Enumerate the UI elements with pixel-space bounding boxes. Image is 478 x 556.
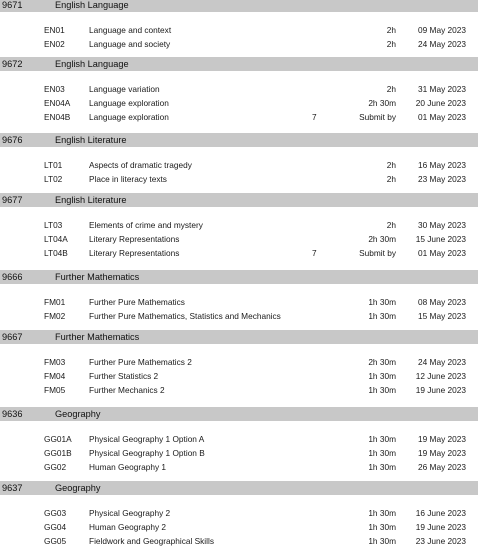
group-code: 9637 (2, 483, 23, 493)
component-code: GG01A (44, 434, 72, 444)
table-row (0, 233, 478, 245)
table-row (0, 24, 478, 36)
group-header (0, 481, 478, 495)
table-row (0, 159, 478, 171)
table-row (0, 356, 478, 368)
component-code: FM05 (44, 385, 66, 395)
component-title: Place in literacy texts (89, 174, 167, 184)
specification-group (0, 330, 478, 395)
component-duration: 1h 30m (368, 462, 396, 472)
component-code: LT01 (44, 160, 63, 170)
component-date: 20 June 2023 (415, 98, 466, 108)
component-title: Language exploration (89, 112, 169, 122)
table-row (0, 97, 478, 109)
group-header (0, 57, 478, 71)
component-title: Further Statistics 2 (89, 371, 159, 381)
component-title: Literary Representations (89, 248, 180, 258)
component-code: FM02 (44, 311, 66, 321)
table-row (0, 296, 478, 308)
component-code: GG05 (44, 536, 67, 546)
component-date: 09 May 2023 (418, 25, 466, 35)
component-date: 24 May 2023 (418, 357, 466, 367)
group-header (0, 0, 478, 12)
component-code: LT04B (44, 248, 68, 258)
table-row (0, 83, 478, 95)
table-row (0, 384, 478, 396)
group-title: Geography (55, 483, 101, 493)
component-title: Language and context (89, 25, 172, 35)
table-row (0, 219, 478, 231)
component-code: FM03 (44, 357, 66, 367)
component-title: Aspects of dramatic tragedy (89, 160, 192, 170)
group-header (0, 330, 478, 344)
component-code: GG03 (44, 508, 67, 518)
component-duration: 1h 30m (368, 385, 396, 395)
component-title: Literary Representations (89, 234, 180, 244)
component-duration: 2h (386, 39, 396, 49)
component-date: 01 May 2023 (418, 112, 466, 122)
group-title: Further Mathematics (55, 272, 140, 282)
table-row (0, 310, 478, 322)
component-date: 08 May 2023 (418, 297, 466, 307)
specification-group (0, 193, 478, 258)
component-title: Human Geography 2 (89, 522, 167, 532)
table-row (0, 38, 478, 50)
component-code: LT02 (44, 174, 63, 184)
component-date: 31 May 2023 (418, 84, 466, 94)
group-code: 9671 (2, 0, 23, 10)
group-title: English Literature (55, 195, 127, 205)
group-title: English Language (55, 0, 129, 10)
component-duration: 1h 30m (368, 434, 396, 444)
table-row (0, 173, 478, 185)
group-header (0, 407, 478, 421)
component-duration: 1h 30m (368, 311, 396, 321)
group-code: 9676 (2, 135, 23, 145)
component-date: 19 June 2023 (415, 522, 466, 532)
component-code: GG02 (44, 462, 67, 472)
component-code: EN02 (44, 39, 65, 49)
group-title: Further Mathematics (55, 332, 140, 342)
component-note: 7 (312, 248, 317, 258)
component-duration: 1h 30m (368, 371, 396, 381)
component-code: FM04 (44, 371, 66, 381)
component-duration: 2h 30m (368, 234, 396, 244)
component-title: Physical Geography 2 (89, 508, 171, 518)
component-code: GG04 (44, 522, 67, 532)
component-title: Further Pure Mathematics, Statistics and Mechanics (89, 311, 281, 321)
component-date: 19 June 2023 (415, 385, 466, 395)
component-duration: 2h (386, 174, 396, 184)
specification-group (0, 133, 478, 184)
group-code: 9672 (2, 59, 23, 69)
group-code: 9636 (2, 409, 23, 419)
component-duration: 1h 30m (368, 448, 396, 458)
component-title: Human Geography 1 (89, 462, 167, 472)
component-date: 19 May 2023 (418, 448, 466, 458)
component-date: 15 June 2023 (415, 234, 466, 244)
component-duration: 2h (386, 160, 396, 170)
table-row (0, 461, 478, 473)
component-title: Further Pure Mathematics (89, 297, 185, 307)
component-duration: 2h 30m (368, 98, 396, 108)
component-title: Elements of crime and mystery (89, 220, 203, 230)
component-date: 30 May 2023 (418, 220, 466, 230)
component-title: Further Mechanics 2 (89, 385, 165, 395)
component-title: Language exploration (89, 98, 169, 108)
component-duration: 2h 30m (368, 357, 396, 367)
component-date: 23 May 2023 (418, 174, 466, 184)
group-header (0, 270, 478, 284)
component-title: Fieldwork and Geographical Skills (89, 536, 214, 546)
component-date: 26 May 2023 (418, 462, 466, 472)
component-duration: 1h 30m (368, 297, 396, 307)
component-duration: Submit by (359, 112, 396, 122)
table-row (0, 507, 478, 519)
component-title: Physical Geography 1 Option A (89, 434, 205, 444)
component-code: EN04A (44, 98, 71, 108)
component-duration: 2h (386, 84, 396, 94)
table-row (0, 521, 478, 533)
component-code: FM01 (44, 297, 66, 307)
component-date: 19 May 2023 (418, 434, 466, 444)
component-date: 15 May 2023 (418, 311, 466, 321)
component-code: EN01 (44, 25, 65, 35)
component-date: 24 May 2023 (418, 39, 466, 49)
specification-group (0, 57, 478, 122)
component-date: 16 May 2023 (418, 160, 466, 170)
component-duration: 2h (386, 25, 396, 35)
group-header (0, 133, 478, 147)
specification-group (0, 0, 478, 49)
component-duration: 1h 30m (368, 522, 396, 532)
component-title: Language and society (89, 39, 171, 49)
group-header (0, 193, 478, 207)
component-date: 01 May 2023 (418, 248, 466, 258)
component-duration: 1h 30m (368, 508, 396, 518)
component-duration: 1h 30m (368, 536, 396, 546)
table-row (0, 370, 478, 382)
component-title: Language variation (89, 84, 160, 94)
specification-group (0, 270, 478, 321)
component-code: GG01B (44, 448, 72, 458)
table-row (0, 447, 478, 459)
component-code: EN03 (44, 84, 65, 94)
group-title: Geography (55, 409, 101, 419)
component-duration: 2h (386, 220, 396, 230)
component-code: LT03 (44, 220, 63, 230)
component-duration: Submit by (359, 248, 396, 258)
component-title: Physical Geography 1 Option B (89, 448, 205, 458)
group-code: 9667 (2, 332, 23, 342)
component-note: 7 (312, 112, 317, 122)
group-title: English Literature (55, 135, 127, 145)
component-date: 16 June 2023 (415, 508, 466, 518)
group-code: 9666 (2, 272, 23, 282)
component-date: 23 June 2023 (415, 536, 466, 546)
component-date: 12 June 2023 (415, 371, 466, 381)
specification-group (0, 481, 478, 546)
table-row (0, 247, 478, 259)
group-title: English Language (55, 59, 129, 69)
component-code: LT04A (44, 234, 68, 244)
table-row (0, 111, 478, 123)
table-row (0, 433, 478, 445)
component-title: Further Pure Mathematics 2 (89, 357, 192, 367)
group-code: 9677 (2, 195, 23, 205)
component-code: EN04B (44, 112, 71, 122)
specification-group (0, 407, 478, 472)
table-row (0, 535, 478, 547)
